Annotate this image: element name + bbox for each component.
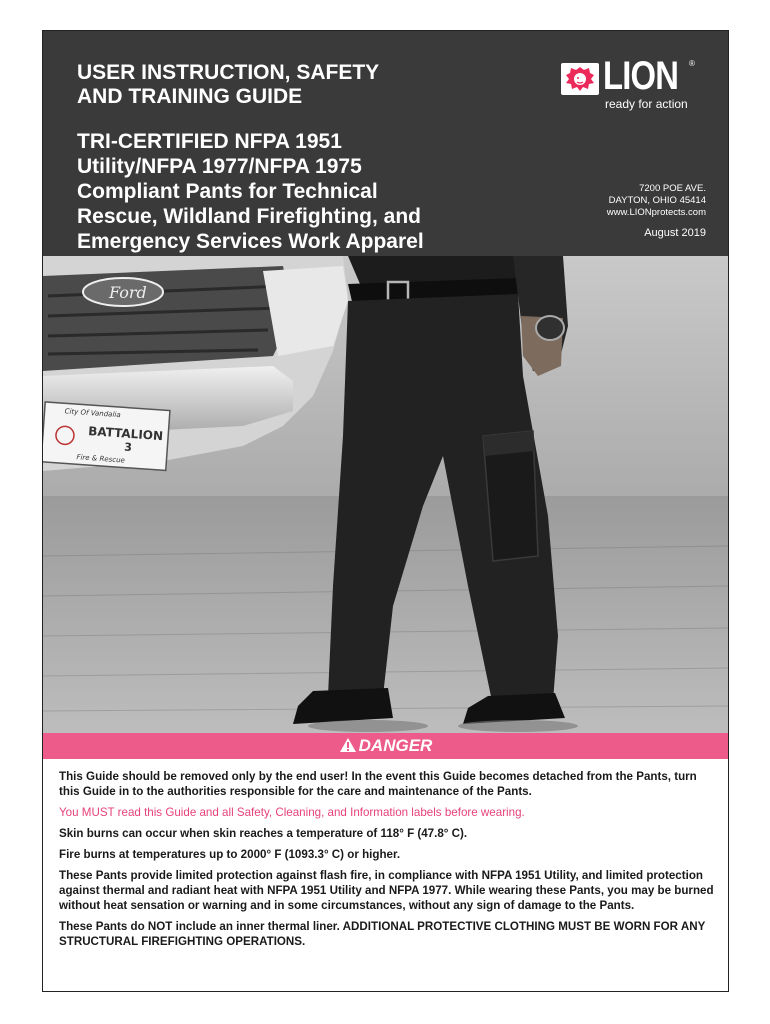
plate-city-text: City Of Vandalia (64, 407, 121, 420)
publication-date: August 2019 (644, 227, 706, 239)
removal-warning: This Guide should be removed only by the end user! In the event this Guide becomes detached from the Pants, turn this Guide in to the authorities responsible for the care and maintenance of the Pants. (59, 770, 697, 798)
cover-photo (43, 256, 728, 733)
logo-tagline: ready for action (605, 97, 688, 111)
subtitle-line: Emergency Services Work Apparel (77, 230, 424, 253)
limited-protection-warning: These Pants provide limited protection against flash fire, in compliance with NFPA 1951 Utility, and limited protection against thermal and radiant heat with NFPA 1951 Utility and NFPA 1977. While wearing these Pants, you may be burned without heat sensation or warning and in some circumstances, without any sign of damage to the Pants. (59, 869, 714, 912)
fire-temperature-warning: Fire burns at temperatures up to 2000° F (1093.3° C) or higher. (59, 848, 401, 861)
no-liner-warning: These Pants do NOT include an inner thermal liner. ADDITIONAL PROTECTIVE CLOTHING MUST BE WORN FOR ANY STRUCTURAL FIREFIGHTING OPERATIONS. (59, 920, 706, 948)
danger-banner (43, 733, 728, 759)
address-line: DAYTON, OHIO 45414 (608, 195, 706, 206)
lion-logo (561, 54, 701, 111)
lion-head-icon (561, 63, 599, 95)
company-address (607, 183, 706, 219)
subtitle-line: TRI-CERTIFIED NFPA 1951 (77, 130, 342, 153)
skin-burn-warning: Skin burns can occur when skin reaches a temperature of 118° F (47.8° C). (59, 827, 468, 840)
registered-mark: ® (689, 59, 695, 68)
safety-text (59, 769, 715, 955)
subtitle-line: Rescue, Wildland Firefighting, and (77, 205, 421, 228)
subtitle-line: Utility/NFPA 1977/NFPA 1975 (77, 155, 362, 178)
guide-title (77, 61, 379, 109)
title-line: AND TRAINING GUIDE (77, 85, 303, 108)
plate-fire-rescue-text: Fire & Rescue (76, 453, 126, 465)
read-labels-warning: You MUST read this Guide and all Safety, Cleaning, and Information labels before wearing. (59, 806, 525, 819)
document-page (42, 30, 729, 992)
website-link[interactable]: www.LIONprotects.com (606, 207, 706, 218)
logo-wordmark: LION (603, 54, 679, 98)
vehicle-badge-text: Ford (109, 283, 147, 302)
danger-label: DANGER (358, 736, 433, 755)
subtitle-line: Compliant Pants for Technical (77, 180, 378, 203)
cover-header (43, 31, 728, 256)
warning-triangle-icon (339, 737, 357, 753)
plate-battalion-text: BATTALION (87, 423, 164, 444)
product-subtitle (77, 129, 424, 254)
title-line: USER INSTRUCTION, SAFETY (77, 61, 380, 84)
address-line: 7200 POE AVE. (639, 183, 706, 194)
plate-number-text: 3 (123, 440, 133, 455)
